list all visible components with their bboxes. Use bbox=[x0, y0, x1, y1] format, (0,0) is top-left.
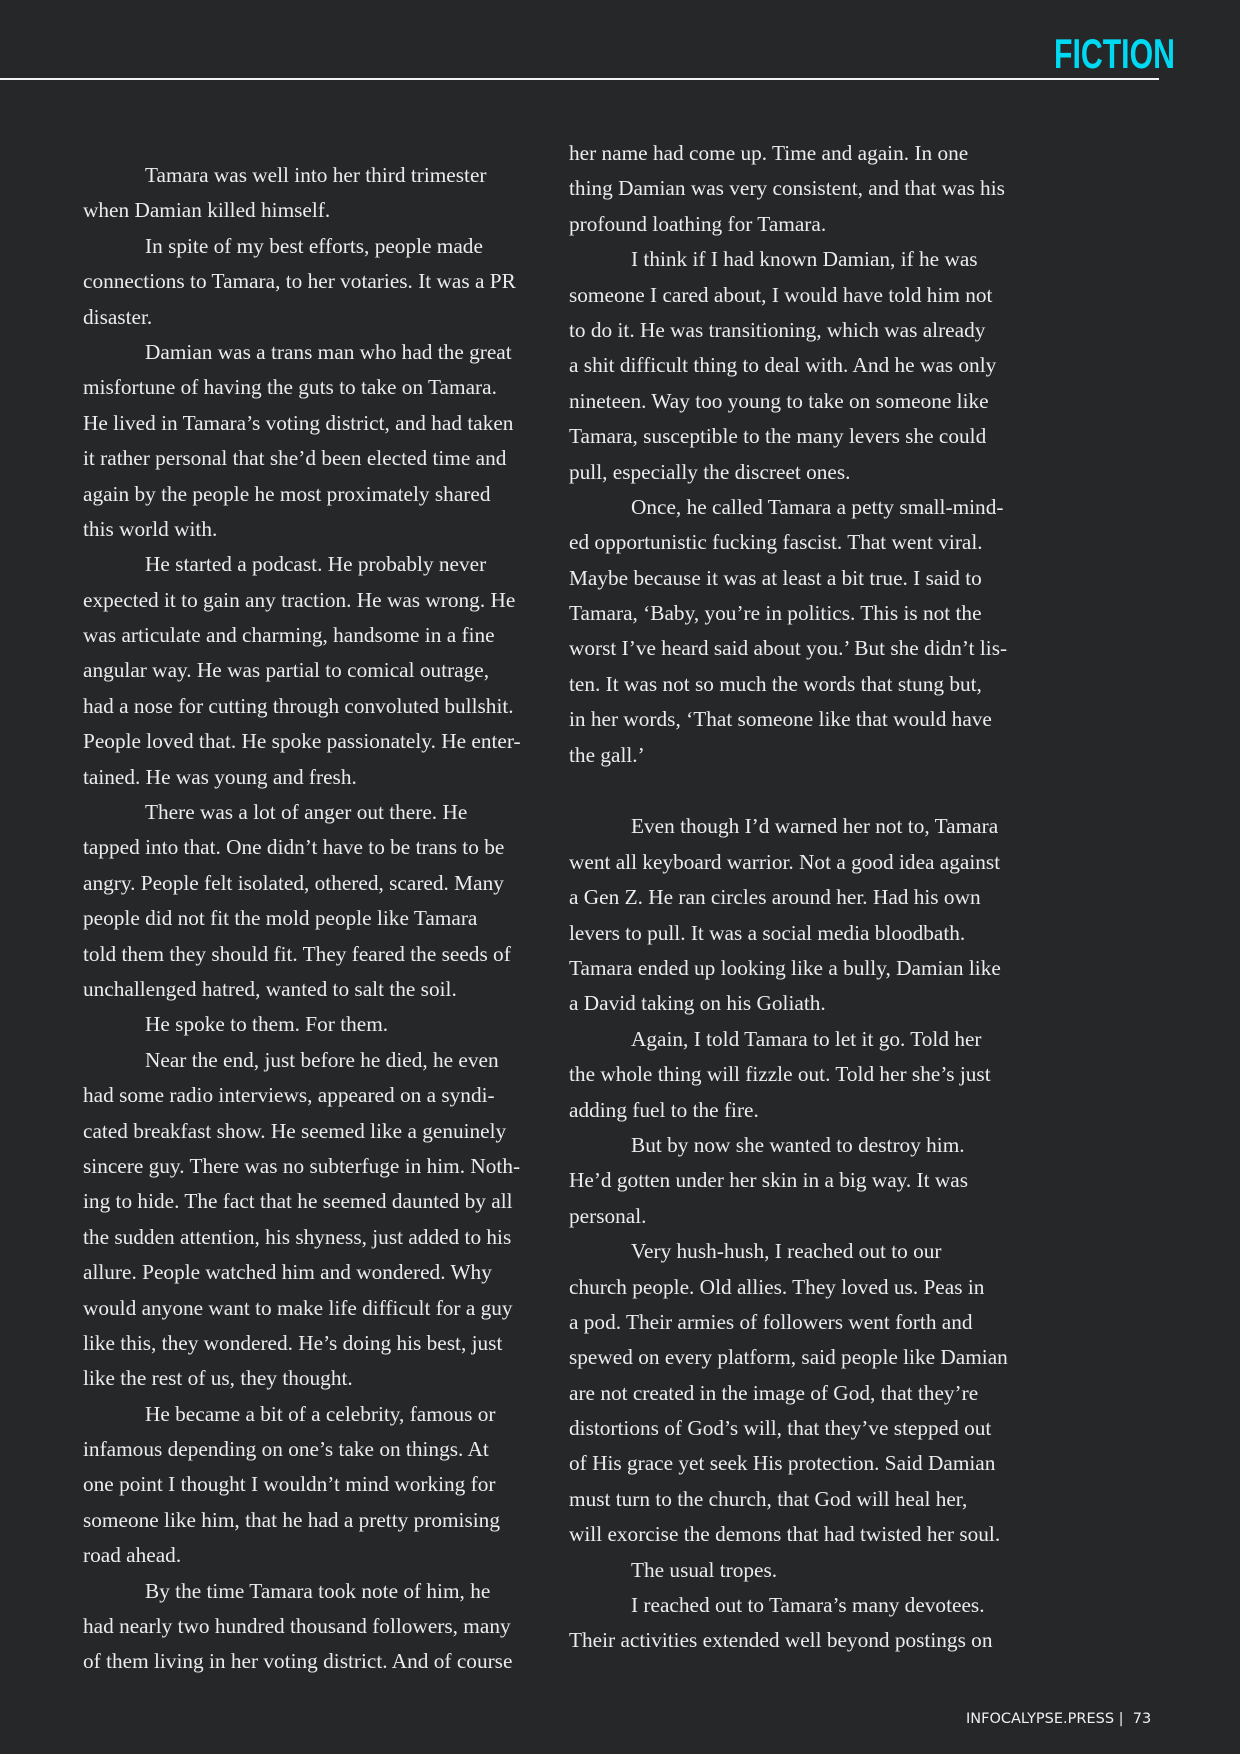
text-line: people did not fit the mold people like Tamara bbox=[83, 906, 478, 931]
paragraph-gap bbox=[569, 773, 1069, 808]
text-line: Their activities extended well beyond postings on bbox=[569, 1628, 993, 1653]
text-line: it rather personal that she’d been elected time and bbox=[83, 446, 507, 471]
text-line: The usual tropes. bbox=[631, 1557, 778, 1582]
text-line: told them they should fit. They feared the seeds of bbox=[83, 941, 511, 966]
text-line: He started a podcast. He probably never bbox=[145, 552, 487, 577]
paragraph bbox=[83, 795, 583, 1007]
paragraph bbox=[569, 242, 1069, 490]
text-line: to do it. He was transitioning, which was already bbox=[569, 317, 986, 342]
text-line: someone I cared about, I would have told him not bbox=[569, 282, 993, 307]
paragraph bbox=[569, 136, 1069, 242]
text-line: Near the end, just before he died, he even bbox=[145, 1047, 499, 1072]
text-line: infamous depending on one’s take on things. At bbox=[83, 1437, 489, 1462]
text-line: like the rest of us, they thought. bbox=[83, 1366, 353, 1391]
text-line: had some radio interviews, appeared on a syndi- bbox=[83, 1083, 495, 1108]
text-line: But by now she wanted to destroy him. bbox=[631, 1132, 965, 1157]
text-line: had a nose for cutting through convoluted bullshit. bbox=[83, 693, 514, 718]
paragraph bbox=[569, 1553, 1069, 1588]
paragraph bbox=[83, 229, 583, 335]
text-line: People loved that. He spoke passionately. He enter- bbox=[83, 729, 521, 754]
text-line: angry. People felt isolated, othered, scared. Many bbox=[83, 870, 504, 895]
text-line: a shit difficult thing to deal with. And he was only bbox=[569, 353, 997, 378]
text-line: sincere guy. There was no subterfuge in him. Noth- bbox=[83, 1153, 521, 1178]
text-line: Tamara, susceptible to the many levers she could bbox=[569, 424, 987, 449]
text-line: Tamara ended up looking like a bully, Damian like bbox=[569, 955, 1001, 980]
section-label: FICTION bbox=[1054, 30, 1175, 77]
text-line: her name had come up. Time and again. In one bbox=[569, 141, 969, 165]
text-line: worst I’ve heard said about you.’ But she didn’t lis- bbox=[569, 636, 1008, 661]
text-line: of His grace yet seek His protection. Said Damian bbox=[569, 1451, 996, 1476]
text-line: He lived in Tamara’s voting district, and had taken bbox=[83, 410, 514, 435]
paragraph bbox=[83, 1007, 583, 1042]
text-line: Damian was a trans man who had the great bbox=[145, 339, 512, 364]
text-line: was articulate and charming, handsome in a fine bbox=[83, 623, 495, 648]
text-line: tapped into that. One didn’t have to be trans to be bbox=[83, 835, 505, 860]
text-line: He spoke to them. For them. bbox=[145, 1012, 389, 1037]
footer-separator: | bbox=[1118, 1711, 1124, 1727]
text-line: one point I thought I wouldn’t mind working for bbox=[83, 1472, 496, 1497]
text-line: I think if I had known Damian, if he was bbox=[631, 247, 978, 272]
text-line: In spite of my best efforts, people made bbox=[145, 233, 483, 258]
text-line: personal. bbox=[569, 1203, 647, 1228]
text-line: someone like him, that he had a pretty promising bbox=[83, 1507, 500, 1532]
text-line: the sudden attention, his shyness, just added to his bbox=[83, 1224, 512, 1249]
header-rule bbox=[0, 78, 1159, 80]
paragraph bbox=[83, 1397, 583, 1574]
article-column-left bbox=[83, 158, 583, 1680]
text-line: church people. Old allies. They loved us. Peas in bbox=[569, 1274, 985, 1299]
text-line: Tamara was well into her third trimester bbox=[145, 163, 487, 187]
text-line: angular way. He was partial to comical outrage, bbox=[83, 658, 490, 683]
text-line: tained. He was young and fresh. bbox=[83, 764, 357, 789]
paragraph bbox=[569, 1234, 1069, 1553]
text-line: road ahead. bbox=[83, 1543, 182, 1568]
paragraph bbox=[569, 1128, 1069, 1234]
text-line: a David taking on his Goliath. bbox=[569, 991, 826, 1016]
text-line: By the time Tamara took note of him, he bbox=[145, 1578, 491, 1603]
text-line: Tamara, ‘Baby, you’re in politics. This is not the bbox=[569, 601, 982, 626]
text-line: the whole thing will fizzle out. Told her she’s just bbox=[569, 1062, 991, 1087]
paragraph bbox=[83, 1043, 583, 1397]
text-line: disaster. bbox=[83, 304, 153, 329]
paragraph bbox=[569, 809, 1069, 1021]
text-line: Maybe because it was at least a bit true. I said to bbox=[569, 565, 982, 590]
text-line: the gall.’ bbox=[569, 742, 645, 767]
text-line: Even though I’d warned her not to, Tamara bbox=[631, 814, 999, 839]
paragraph bbox=[569, 1588, 1069, 1659]
text-line: I reached out to Tamara’s many devotees. bbox=[631, 1593, 985, 1618]
text-line: this world with. bbox=[83, 516, 218, 541]
text-line: profound loathing for Tamara. bbox=[569, 211, 827, 236]
text-line: in her words, ‘That someone like that would have bbox=[569, 707, 992, 732]
text-line: distortions of God’s will, that they’ve stepped out bbox=[569, 1416, 992, 1441]
text-line: Once, he called Tamara a petty small-mind- bbox=[631, 494, 1004, 519]
text-line: cated breakfast show. He seemed like a genuinely bbox=[83, 1118, 507, 1143]
text-line: adding fuel to the fire. bbox=[569, 1097, 759, 1122]
text-line: ing to hide. The fact that he seemed daunted by all bbox=[83, 1189, 513, 1214]
page-number: 73 bbox=[1132, 1711, 1152, 1727]
text-line: unchallenged hatred, wanted to salt the soil. bbox=[83, 976, 457, 1001]
text-line: ed opportunistic fucking fascist. That went viral. bbox=[569, 530, 983, 555]
text-line: He became a bit of a celebrity, famous or bbox=[145, 1401, 496, 1426]
text-line: spewed on every platform, said people like Damian bbox=[569, 1345, 1008, 1370]
text-line: must turn to the church, that God will heal her, bbox=[569, 1486, 968, 1511]
text-line: went all keyboard warrior. Not a good idea against bbox=[569, 849, 1001, 874]
paragraph bbox=[569, 1022, 1069, 1128]
article-column-right bbox=[569, 136, 1069, 1659]
paragraph bbox=[83, 547, 583, 795]
text-line: again by the people he most proximately shared bbox=[83, 481, 491, 506]
text-line: misfortune of having the guts to take on Tamara. bbox=[83, 375, 497, 400]
text-line: nineteen. Way too young to take on someone like bbox=[569, 388, 989, 413]
text-line: had nearly two hundred thousand followers, many bbox=[83, 1614, 511, 1639]
text-line: ten. It was not so much the words that stung but, bbox=[569, 671, 982, 696]
text-line: levers to pull. It was a social media bloodbath. bbox=[569, 920, 966, 945]
paragraph bbox=[569, 490, 1069, 773]
text-line: allure. People watched him and wondered. Why bbox=[83, 1260, 492, 1285]
text-line: would anyone want to make life difficult for a guy bbox=[83, 1295, 513, 1320]
text-line: expected it to gain any traction. He was wrong. He bbox=[83, 587, 516, 612]
page-footer bbox=[966, 1711, 1151, 1727]
text-line: connections to Tamara, to her votaries. It was a PR bbox=[83, 269, 516, 294]
text-line: will exorcise the demons that had twisted her soul. bbox=[569, 1522, 1001, 1547]
text-line: are not created in the image of God, that they’re bbox=[569, 1380, 979, 1405]
text-line: Very hush-hush, I reached out to our bbox=[631, 1239, 942, 1264]
text-line: Again, I told Tamara to let it go. Told her bbox=[631, 1026, 982, 1051]
text-line: when Damian killed himself. bbox=[83, 198, 331, 223]
footer-site[interactable]: INFOCALYPSE.PRESS bbox=[966, 1711, 1115, 1727]
paragraph bbox=[83, 158, 583, 229]
text-line: like this, they wondered. He’s doing his best, just bbox=[83, 1330, 503, 1355]
text-line: a pod. Their armies of followers went forth and bbox=[569, 1309, 973, 1334]
text-line: a Gen Z. He ran circles around her. Had his own bbox=[569, 885, 981, 910]
paragraph bbox=[83, 1574, 583, 1680]
text-line: He’d gotten under her skin in a big way. It was bbox=[569, 1168, 969, 1193]
text-line: thing Damian was very consistent, and that was his bbox=[569, 176, 1005, 201]
text-line: There was a lot of anger out there. He bbox=[145, 800, 468, 825]
text-line: pull, especially the discreet ones. bbox=[569, 459, 851, 484]
paragraph bbox=[83, 335, 583, 547]
text-line: of them living in her voting district. And of course bbox=[83, 1649, 513, 1674]
